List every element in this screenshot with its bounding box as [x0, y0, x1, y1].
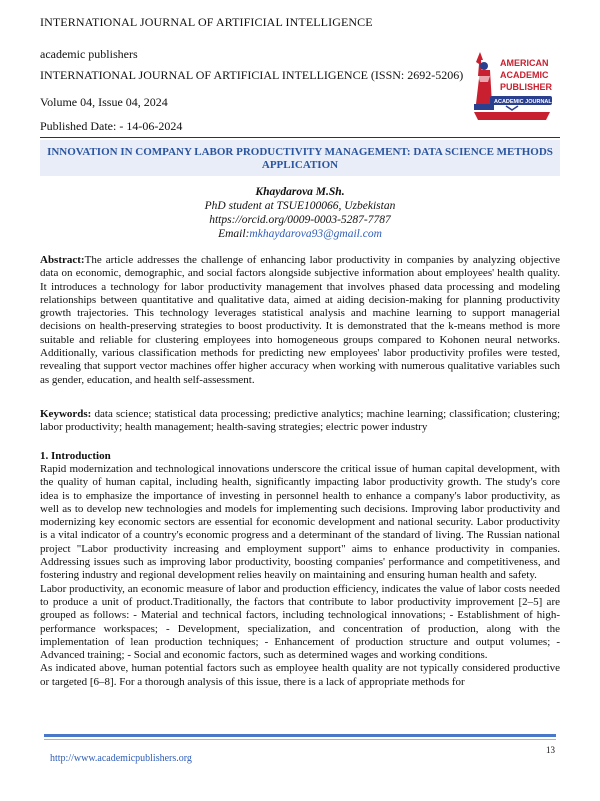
email-label: Email:: [218, 228, 250, 240]
keywords-label: Keywords:: [40, 408, 92, 420]
logo-ribbon-text: ACADEMIC JOURNALS: [494, 99, 556, 105]
journal-issn-line: INTERNATIONAL JOURNAL OF ARTIFICIAL INTELLIGENCE (ISSN: 2692-5206): [40, 68, 464, 82]
author-block: [40, 185, 560, 241]
abstract: [40, 254, 560, 387]
keywords-text: data science; statistical data processing; predictive analytics; machine learning; classification; clustering; labor productivity; health management; health-saving strategies; electric power industry: [40, 408, 560, 434]
author-email-link[interactable]: mkhaydarova93@gmail.com: [249, 228, 382, 240]
american-academic-publisher-logo: [466, 46, 558, 126]
logo-banner: [474, 112, 550, 120]
author-email-line: [40, 227, 560, 241]
logo-line3: PUBLISHER: [500, 82, 553, 92]
journal-running-title: INTERNATIONAL JOURNAL OF ARTIFICIAL INTELLIGENCE: [40, 15, 373, 29]
paper-title: INNOVATION IN COMPANY LABOR PRODUCTIVITY MANAGEMENT: DATA SCIENCE METHODS APPLICATION: [40, 140, 560, 176]
introduction-body: [40, 463, 560, 689]
abstract-text: The article addresses the challenge of enhancing labor productivity in companies by analyzing objective data on economic, demographic, and social factors alongside subjective information about employees' health quality. It introduces a technology for labor productivity management that involves phased data processing and modeling relationships between quantitative and qualitative data, aimed at aiding decision-making for planning productivity growth trajectories. This technology leverages statistical analysis and machine learning to support managerial decisions on health-preserving strategies to boost productivity. It is demonstrated that the k-means method is more suitable and reliable for clustering employees into homogeneous groups compared to Kohonen neural networks. Additionally, various classification methods for predicting new employees' labor productivity profiles were tested, revealing that support vector machines offer higher accuracy when working with numerous qualitative variables such as gender, education, and health self-assessment.: [40, 254, 560, 386]
logo-line2: ACADEMIC: [500, 70, 549, 80]
published-date: Published Date: - 14-06-2024: [40, 119, 183, 133]
abstract-label: Abstract:: [40, 254, 85, 266]
author-affiliation: PhD student at TSUE100066, Uzbekistan: [204, 200, 396, 212]
intro-paragraph-2: Labor productivity, an economic measure of labor and production efficiency, indicates the value of labor costs needed to produce a unit of product.Traditionally, the factors that contribute to labor productivity improvement [2–5] are grouped as follows: - Material and technical factors, including technological innovations; - Establishment of high-performance workspaces; - Development, specialization, and concentration of production, along with the implementation of lean production techniques; - Enhancement of production structure and output volumes; - Advanced training; - Social and economic factors, such as determined wages and working conditions.: [40, 582, 560, 662]
section-introduction-heading: 1. Introduction: [40, 450, 111, 462]
header-divider: [40, 137, 560, 138]
author-name: Khaydarova M.Sh.: [255, 186, 345, 198]
author-orcid[interactable]: https://orcid.org/0009-0003-5287-7787: [209, 214, 391, 226]
logo-line1: AMERICAN: [500, 58, 549, 68]
keywords: [40, 408, 560, 435]
intro-paragraph-3: As indicated above, human potential factors such as employee health quality are not typically considered productive or targeted [6–8]. For a thorough analysis of this issue, there is a lack of appropriate methods for: [40, 662, 560, 688]
intro-paragraph-1: Rapid modernization and technological innovations underscore the critical issue of human capital development, with the quality of human capital, including health, significantly impacting labor productivity growth. The study's core idea is to emphasize the importance of investing in personnel health to enhance a company's labor productivity, as well as to develop new technologies and models for implementing such decisions. Improving labor productivity and modernizing key economic sectors are essential for economic development and national security. Labor productivity is a vital indicator of a country's economic progress and a determinant of the standard of living. The Russian national project "Labor productivity increasing and employment support" aims to enhance productivity in companies. Addressing issues such as improving labor productivity, boosting companies' performance and competitiveness, and fostering industry and regional development relies heavily on maintaining and ensuring human health and safety.: [40, 463, 560, 582]
footer-rule: [44, 734, 556, 737]
publisher-name: academic publishers: [40, 47, 138, 61]
volume-issue: Volume 04, Issue 04, 2024: [40, 95, 168, 109]
footer-website-link[interactable]: http://www.academicpublishers.org: [50, 753, 192, 764]
page-number: 13: [546, 745, 555, 755]
footer-rule-thin: [44, 739, 556, 740]
